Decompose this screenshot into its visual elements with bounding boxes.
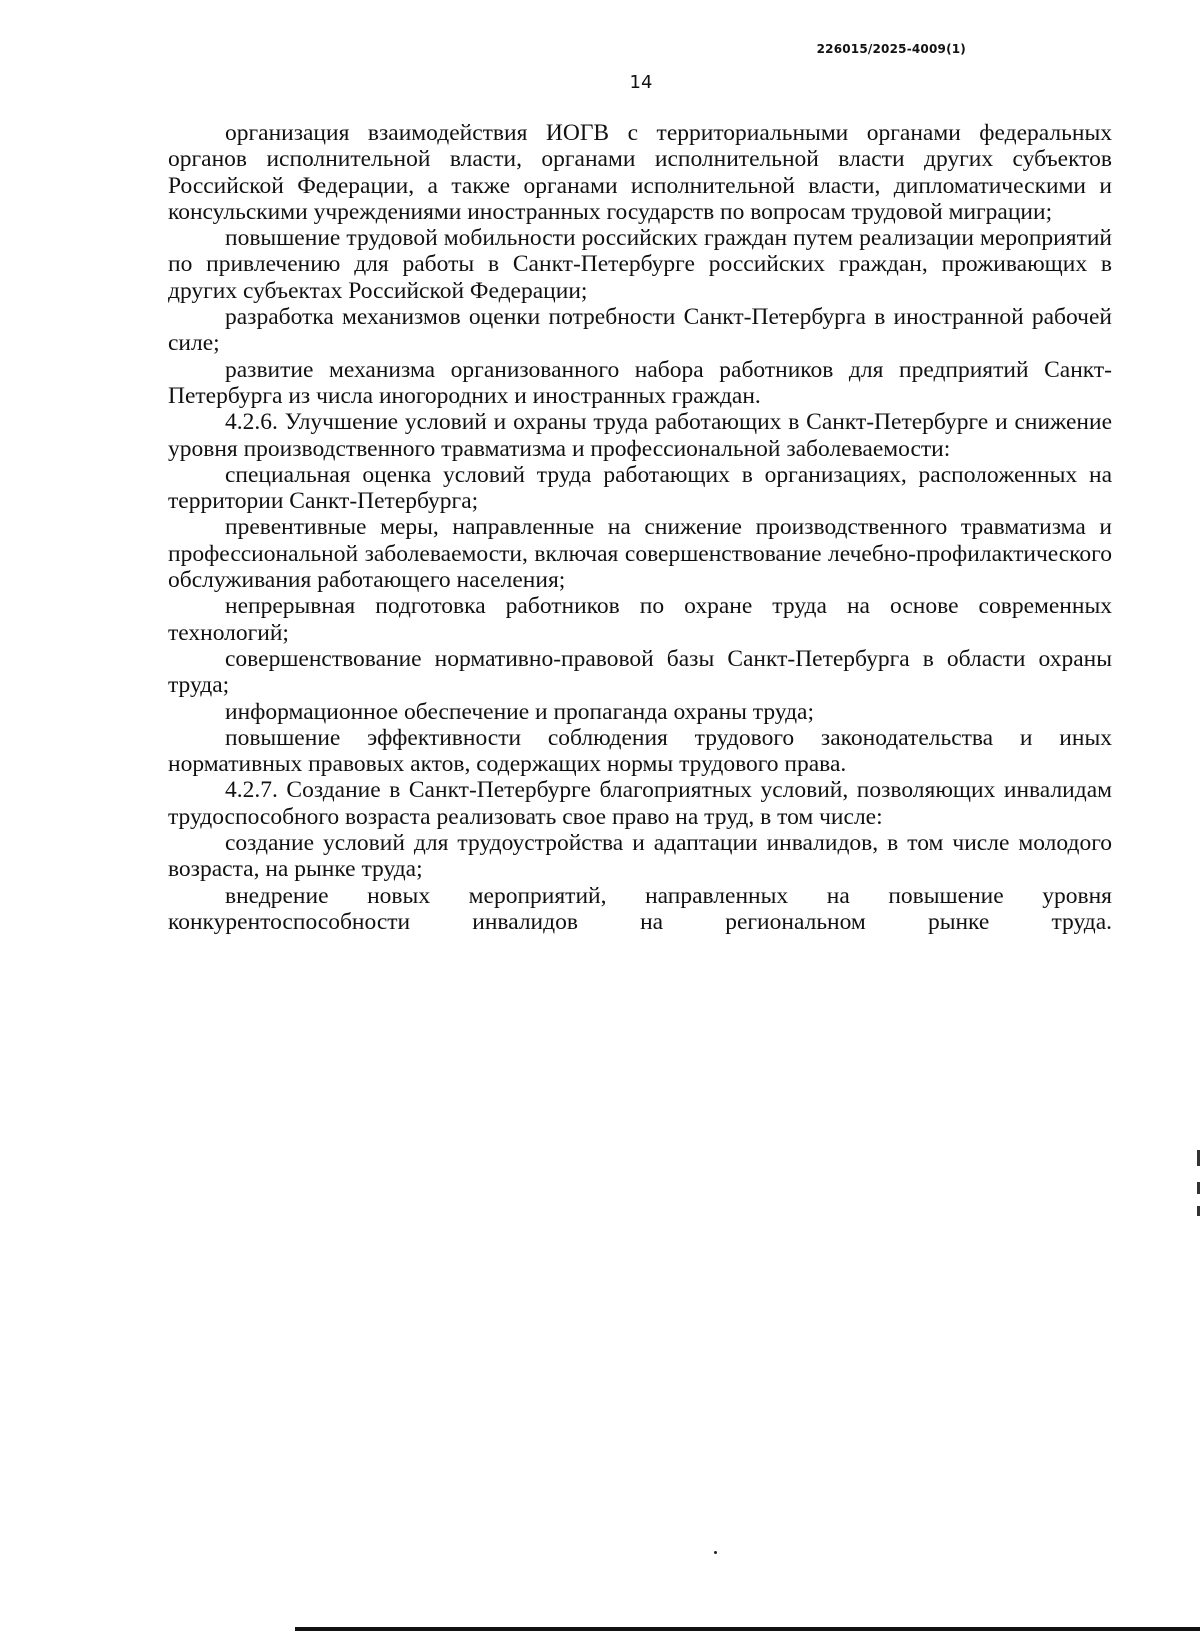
document-registration-number: 226015/2025-4009(1) [816,42,966,56]
scan-bottom-edge [295,1627,1200,1631]
paragraph-special-assessment: специальная оценка условий труда работающих в организациях, расположенных на территории Санкт-Петербурга; [168,461,1112,515]
paragraph-organized-recruitment: развитие механизма организованного набора работников для предприятий Санкт-Петербурга из числа иногородних и иностранных граждан. [168,356,1112,409]
page-number: 14 [629,72,653,93]
document-body [168,120,1112,935]
paragraph-foreign-workforce-assessment: разработка механизмов оценки потребности Санкт-Петербурга в иностранной рабочей силе; [168,304,1112,357]
paragraph-information-support: информационное обеспечение и пропаганда охраны труда; [225,698,814,725]
paragraph-safety-training: непрерывная подготовка работников по охране труда на основе современных технологий; [168,593,1112,646]
paragraph-disabled-competitiveness: внедрение новых мероприятий, направленных на повышение уровня конкурентоспособности инвалидов на региональном рынке труда. [168,882,1112,935]
section-4-2-7-heading: 4.2.7. Создание в Санкт-Петербурге благоприятных условий, позволяющих инвалидам трудоспособного возраста реализовать свое право на труд, в том числе: [168,777,1112,830]
paragraph-labor-mobility: повышение трудовой мобильности российских граждан путем реализации мероприятий по привлечению для работы в Санкт-Петербурге российских граждан, проживающих в других субъектах Российской Федерации; [168,225,1112,304]
paragraph-igov-cooperation: организация взаимодействия ИОГВ с территориальными органами федеральных органов исполнительной власти, органами исполнительной власти других субъектов Российской Федерации, а также органами исполнительной власти, дипломатическими и консульскими учреждениями иностранных государств по вопросам трудовой миграции; [168,120,1112,225]
paragraph-disabled-employment: создание условий для трудоустройства и адаптации инвалидов, в том числе молодого возраста, на рынке труда; [168,830,1112,883]
paragraph-preventive-measures: превентивные меры, направленные на снижение производственного травматизма и профессиональной заболеваемости, включая совершенствование лечебно-профилактического обслуживания работающего населения; [168,514,1112,594]
paragraph-compliance-efficiency: повышение эффективности соблюдения трудового законодательства и иных нормативных правовых актов, содержащих нормы трудового права. [168,724,1112,778]
paragraph-regulatory-base: совершенствование нормативно-правовой базы Санкт-Петербурга в области охраны труда; [168,645,1112,699]
scan-speck [714,1551,717,1554]
section-4-2-6-heading: 4.2.6. Улучшение условий и охраны труда работающих в Санкт-Петербурге и снижение уровня производственного травматизма и профессиональной заболеваемости: [168,409,1112,462]
